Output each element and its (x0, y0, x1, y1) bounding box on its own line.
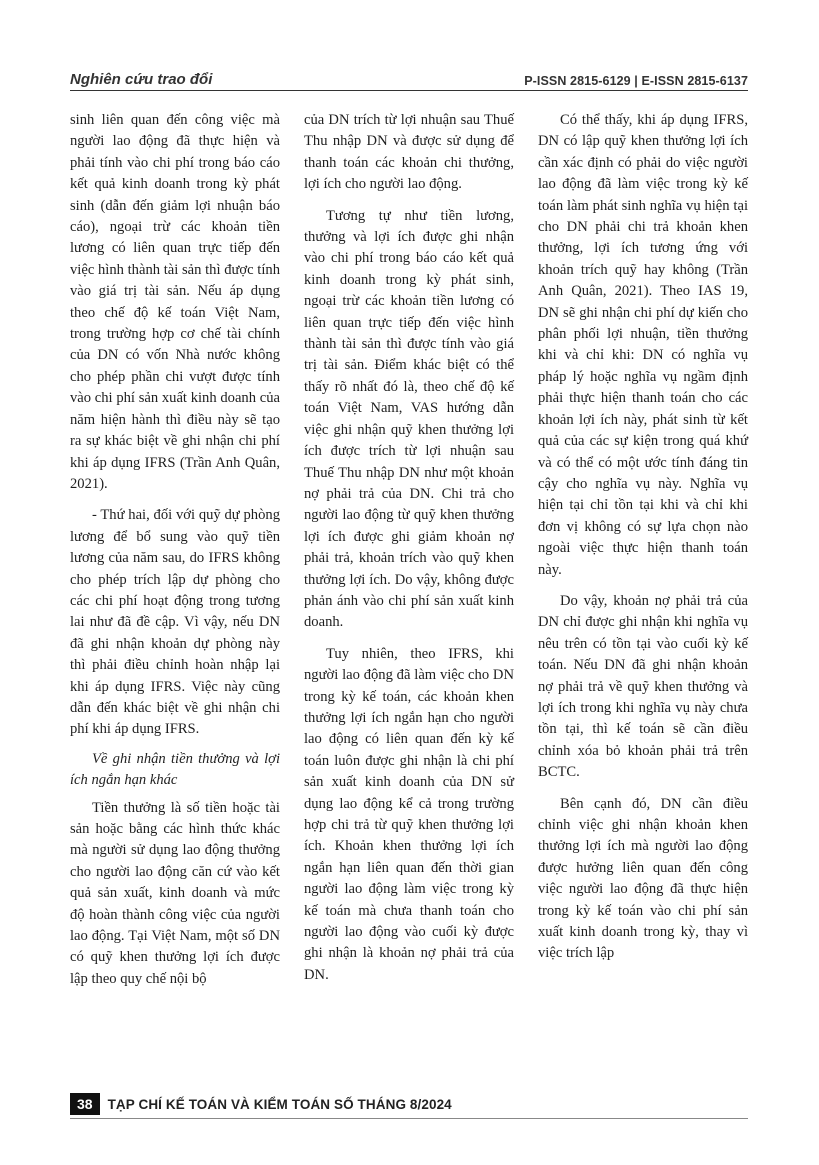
paragraph: Có thể thấy, khi áp dụng IFRS, DN có lập quỹ khen thưởng lợi ích cần xác định có phải do việc người lao động đã làm việc trong kỳ kế toán làm phát sinh nghĩa vụ hiện tại cho DN phải chi trả khoản khen thưởng, lợi ích tương ứng với khoản trích quỹ hay không (Trần Anh Quân, 2021). Theo IAS 19, DN sẽ ghi nhận chi phí dự kiến cho phân phối lợi nhuận, tiền thưởng khi và chỉ khi: DN có nghĩa vụ pháp lý hoặc nghĩa vụ ngầm định phải thực hiện thanh toán cho các khoản lợi ích này, phát sinh từ kết quả của các sự kiện trong quá khứ và có thể có một ước tính đáng tin cậy cho nghĩa vụ này. Nghĩa vụ hiện tại chỉ tồn tại khi và chỉ khi đơn vị không có sự lựa chọn nào ngoài việc thực hiện thanh toán này. (538, 112, 748, 578)
paragraph: Tương tự như tiền lương, thưởng và lợi ích được ghi nhận vào chi phí trong báo cáo kết quả kinh doanh trong kỳ phát sinh, ngoại trừ các khoản tiền lương có liên quan trực tiếp đến việc hình thành tài sản thì được tính vào giá trị tài sản. Điểm khác biệt có thể thấy rõ nhất đó là, theo chế độ kế toán Việt Nam, VAS hướng dẫn việc ghi nhận quỹ khen thưởng lợi ích được trích từ lợi nhuận sau Thuế Thu nhập DN như một khoản nợ phải trả của DN. Chi trả cho người lao động từ quỹ khen thưởng lợi ích được ghi giảm khoản nợ phải trả, khoản trích vào quỹ khen thưởng lợi ích. Do vậy, không được phản ánh vào chi phí sản xuất kinh doanh. (304, 207, 514, 631)
paragraph: Bên cạnh đó, DN cần điều chỉnh việc ghi nhận khoản khen thưởng lợi ích mà người lao động được hưởng liên quan đến công việc người lao động đã thực hiện trong kỳ kế toán vào chi phí sản xuất kinh doanh trong kỳ, thay vì việc trích lập (538, 795, 748, 962)
column-2 (304, 110, 514, 990)
column-3 (538, 110, 748, 990)
paragraph: Tiền thưởng là số tiền hoặc tài sản hoặc bằng các hình thức khác mà người sử dụng lao động thưởng cho người lao động căn cứ vào kết quả sản xuất, kinh doanh và mức độ hoàn thành công việc của người lao động. Tại Việt Nam, một số DN có quỹ khen thưởng lợi ích được lập theo quy chế nội bộ (70, 799, 280, 987)
section-title: Nghiên cứu trao đổi (70, 71, 213, 88)
page-footer (70, 1090, 748, 1119)
page-header (70, 64, 748, 88)
subheading: Về ghi nhận tiền thưởng và lợi ích ngắn hạn khác (70, 750, 280, 789)
journal-title: TẠP CHÍ KẾ TOÁN VÀ KIỂM TOÁN SỐ THÁNG 8/2024 (107, 1096, 452, 1112)
issn-label: P-ISSN 2815-6129 | E-ISSN 2815-6137 (524, 74, 748, 88)
column-1 (70, 110, 280, 990)
header-divider (70, 90, 748, 91)
article-body (70, 110, 748, 990)
paragraph: Tuy nhiên, theo IFRS, khi người lao động đã làm việc cho DN trong kỳ kế toán, các khoản khen thưởng lợi ích ngắn hạn cho người lao động có liên quan đến kỳ kế toán luôn được ghi nhận là chi phí sản xuất kinh doanh của DN sử dụng lao động kể cả trong trường hợp chi trả từ quỹ khen thưởng lợi ích. Khoản khen thưởng lợi ích ngắn hạn liên quan đến thời gian người lao động làm việc trong kỳ kế toán mà chưa thanh toán cho người lao động vào cuối kỳ được ghi nhận là khoản nợ phải trả của DN. (304, 645, 514, 983)
paragraph: của DN trích từ lợi nhuận sau Thuế Thu nhập DN và được sử dụng để thanh toán các khoản chi thưởng, lợi ích cho người lao động. (304, 112, 514, 193)
paragraph: sinh liên quan đến công việc mà người lao động đã thực hiện và phải tính vào chi phí trong báo cáo kết quả kinh doanh trong kỳ phát sinh (dẫn đến giảm lợi nhuận báo cáo), ngoại trừ các khoản tiền lương có liên quan trực tiếp đến việc hình thành tài sản thì được tính vào giá trị tài sản. Nếu áp dụng theo chế độ kế toán Việt Nam, trong trường hợp cơ chế tài chính của DN có vốn Nhà nước không cho phép phần chi vượt được tính vào chi phí sản xuất kinh doanh của năm hiện hành thì điều này sẽ tạo ra sự khác biệt về ghi nhận chi phí khi áp dụng IFRS (Trần Anh Quân, 2021). (70, 112, 280, 492)
page-number: 38 (70, 1093, 100, 1115)
paragraph: Do vậy, khoản nợ phải trả của DN chỉ được ghi nhận khi nghĩa vụ nêu trên có tồn tại vào cuối kỳ kế toán. Nếu DN đã ghi nhận khoản nợ phải trả về quỹ khen thưởng và lợi ích trong khi nghĩa vụ này chưa tồn tại, thì kế toán sẽ cần điều chỉnh xóa bỏ khoản phải trả trên BCTC. (538, 592, 748, 781)
paragraph: - Thứ hai, đối với quỹ dự phòng lương để bổ sung vào quỹ tiền lương của năm sau, do IFRS không cho phép trích lập dự phòng cho các chi phí hoạt động trong tương lai như đã đề cập. Vì vậy, nếu DN đã ghi nhận khoản dự phòng này thì phải điều chỉnh hoàn nhập lại khi áp dụng IFRS. Việc này cũng dẫn đến khác biệt về ghi nhận chi phí khi áp dụng IFRS. (70, 507, 280, 738)
